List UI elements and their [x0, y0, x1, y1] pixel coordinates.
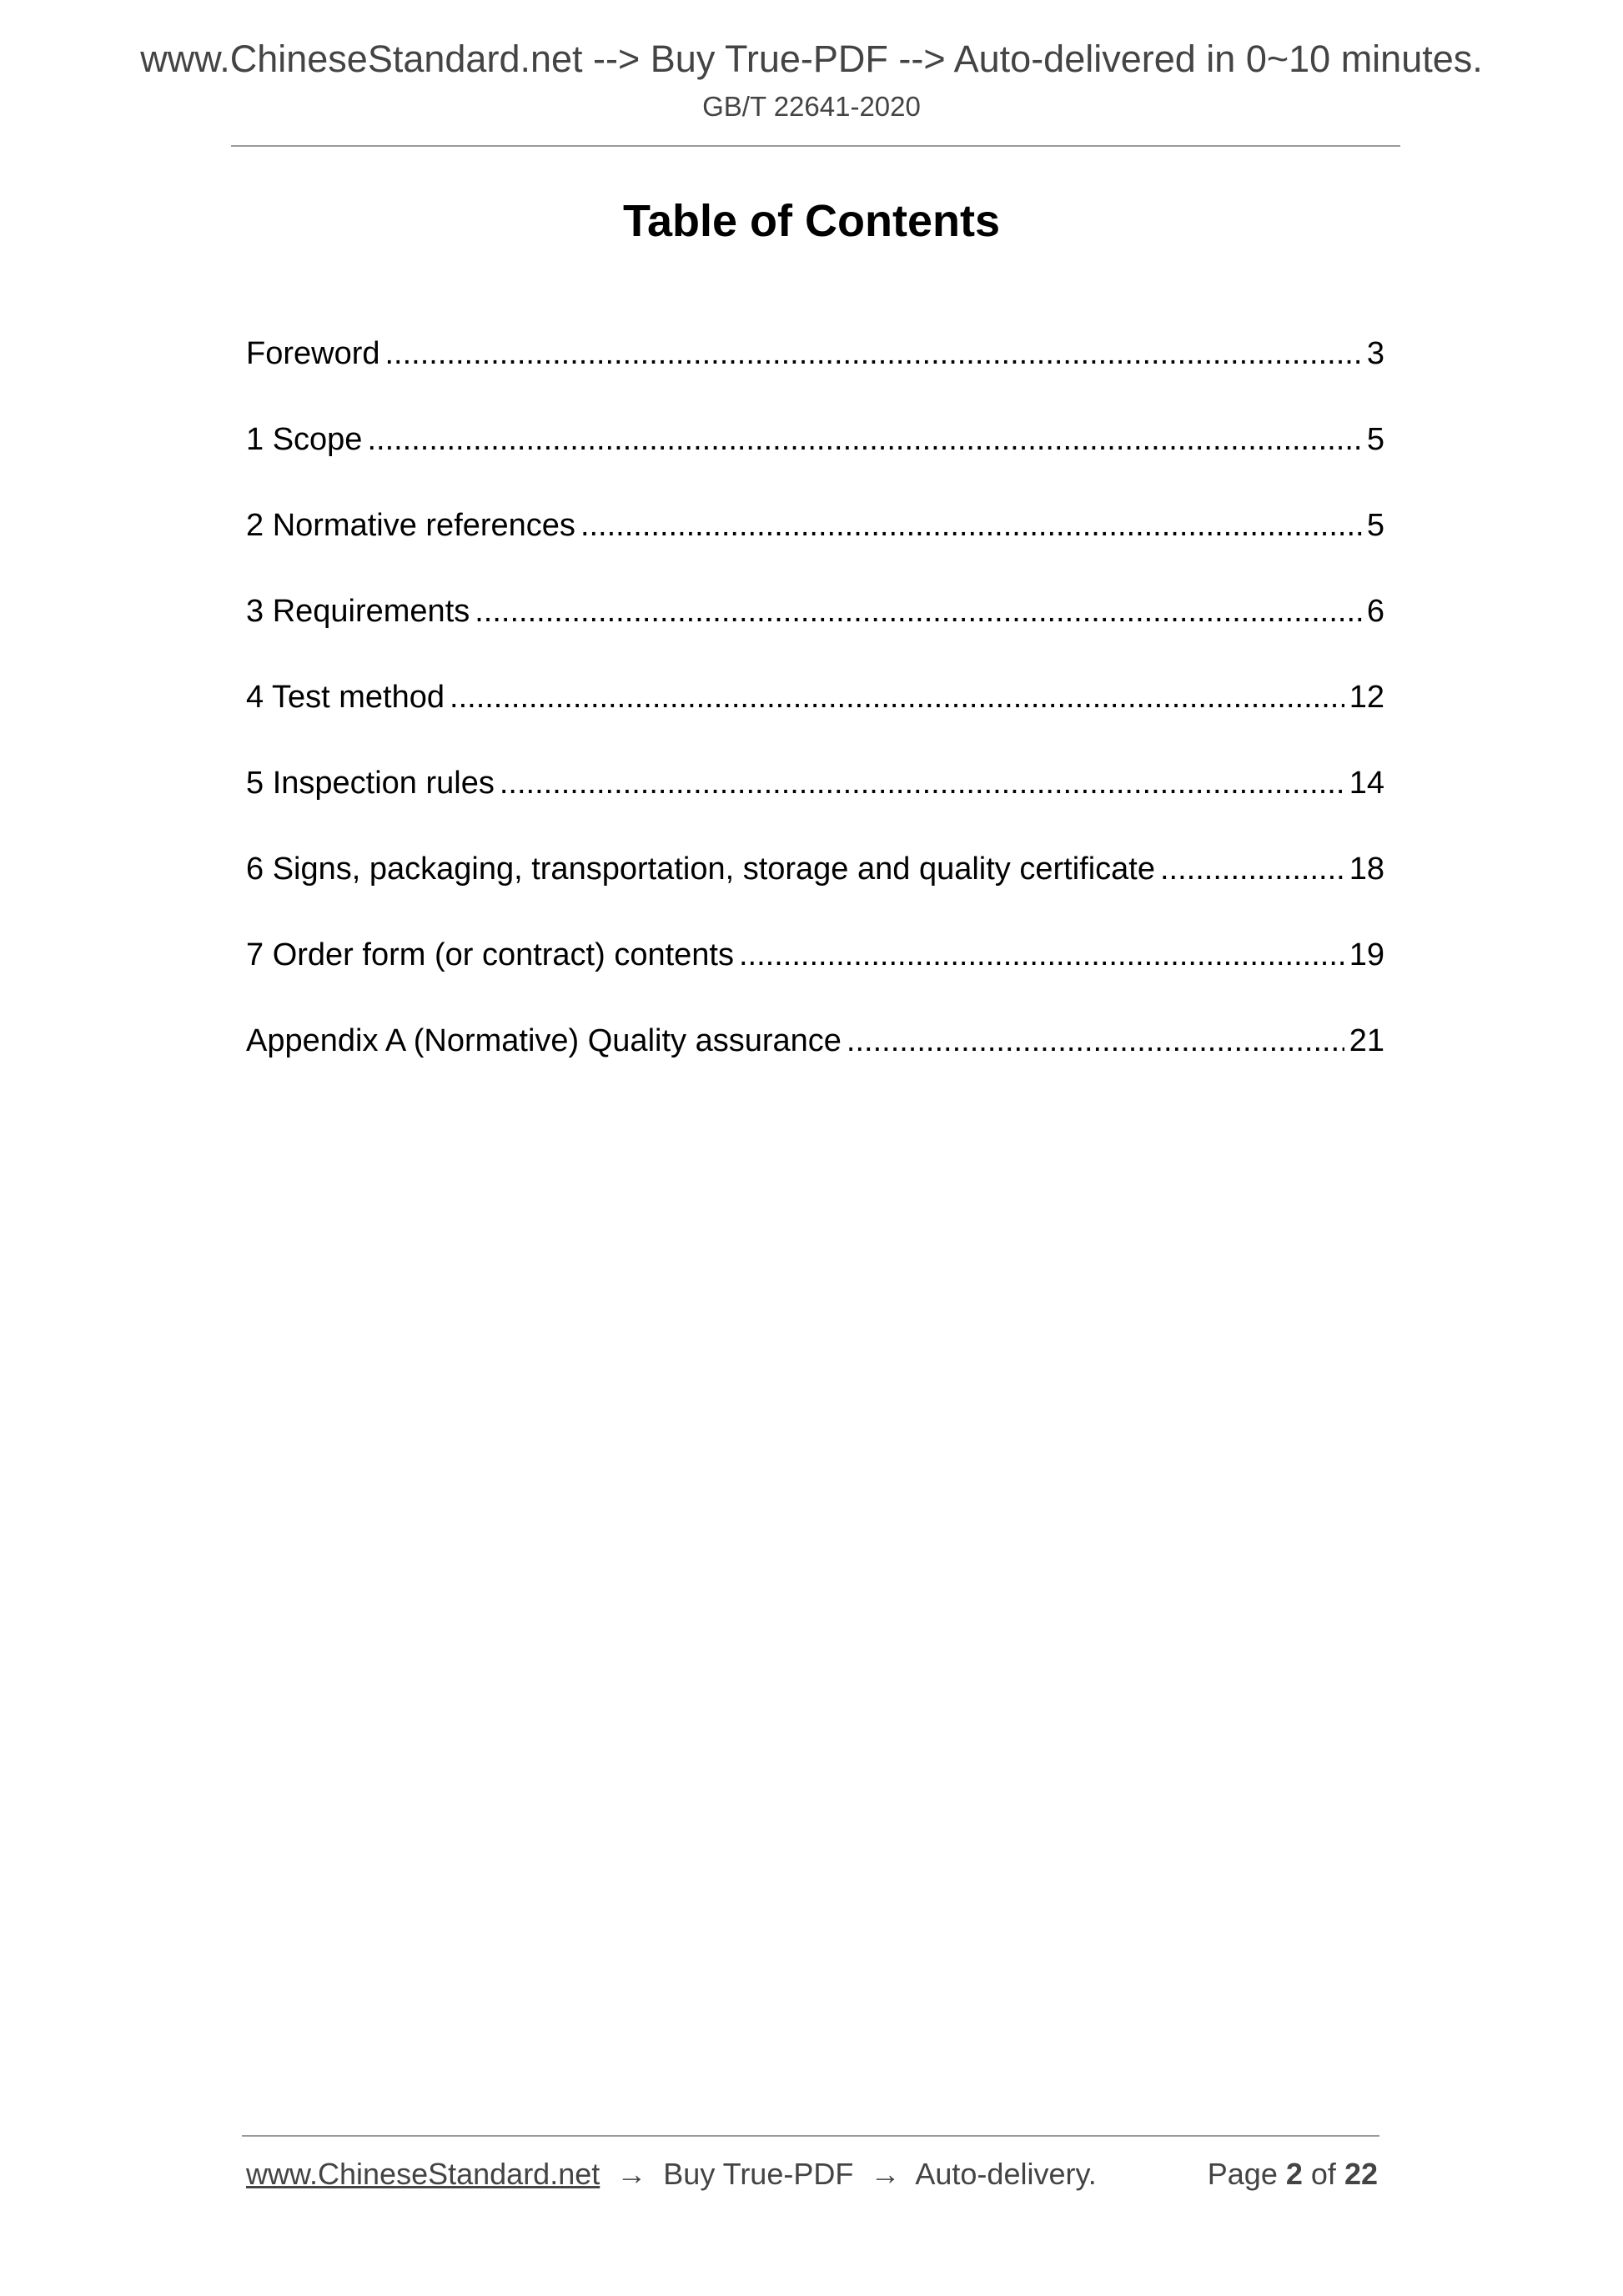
toc-entry-label: 6 Signs, packaging, transportation, storage and quality certificate [246, 852, 1155, 887]
arrow-right-icon: → [870, 2157, 901, 2191]
toc-entry-page: 5 [1366, 508, 1384, 543]
toc-entry-page: 3 [1366, 336, 1384, 371]
toc-entry-page: 12 [1349, 680, 1384, 715]
toc-entry-label: Foreword [246, 336, 380, 371]
toc-entry-page: 14 [1349, 766, 1384, 801]
page-word: Page [1207, 2157, 1278, 2191]
toc-entry-page: 21 [1349, 1023, 1384, 1058]
toc-leader-dots [475, 590, 1362, 633]
toc-leader-dots [385, 332, 1362, 375]
toc-list [246, 332, 1384, 1105]
toc-entry-page: 18 [1349, 852, 1384, 887]
toc-entry-label: Appendix A (Normative) Quality assurance [246, 1023, 842, 1058]
page-number [1208, 2159, 1378, 2189]
toc-entry-test-method[interactable] [246, 676, 1384, 761]
standard-number: GB/T 22641-2020 [702, 91, 921, 122]
toc-entry-label: 7 Order form (or contract) contents [246, 937, 734, 972]
footer-divider [242, 2135, 1379, 2137]
toc-entry-page: 6 [1366, 594, 1384, 629]
footer-buy-text: Buy True-PDF [663, 2157, 854, 2191]
footer-site-link[interactable]: www.ChineseStandard.net [246, 2157, 600, 2191]
toc-entry-page: 5 [1366, 422, 1384, 457]
page-footer [246, 2159, 1380, 2189]
toc-leader-dots [739, 933, 1344, 977]
toc-leader-dots [500, 761, 1344, 805]
toc-title: Table of Contents [623, 196, 1000, 246]
toc-leader-dots [847, 1019, 1344, 1063]
toc-entry-label: 5 Inspection rules [246, 766, 495, 801]
toc-entry-order-form[interactable] [246, 933, 1384, 1019]
toc-entry-label: 3 Requirements [246, 594, 470, 629]
toc-leader-dots [450, 676, 1344, 719]
toc-leader-dots [580, 504, 1362, 547]
toc-entry-signs-packaging[interactable] [246, 847, 1384, 933]
header-banner: www.ChineseStandard.net --> Buy True-PDF --> Auto-delivered in 0~10 minutes. [140, 38, 1483, 80]
toc-entry-page: 19 [1349, 937, 1384, 972]
arrow-right-icon: → [616, 2157, 647, 2191]
toc-entry-normative-references[interactable] [246, 504, 1384, 590]
toc-entry-inspection-rules[interactable] [246, 761, 1384, 847]
toc-entry-label: 2 Normative references [246, 508, 575, 543]
toc-entry-foreword[interactable] [246, 332, 1384, 418]
page-current: 2 [1285, 2157, 1303, 2191]
toc-entry-label: 4 Test method [246, 680, 445, 715]
toc-leader-dots [1160, 847, 1344, 891]
header-divider [231, 145, 1400, 147]
toc-entry-appendix-a[interactable] [246, 1019, 1384, 1105]
toc-entry-scope[interactable] [246, 418, 1384, 504]
page-total: 22 [1344, 2157, 1378, 2191]
of-word: of [1310, 2157, 1336, 2191]
toc-leader-dots [367, 418, 1361, 461]
toc-entry-label: 1 Scope [246, 422, 363, 457]
footer-delivery-text: Auto-delivery. [915, 2157, 1097, 2191]
toc-entry-requirements[interactable] [246, 590, 1384, 676]
